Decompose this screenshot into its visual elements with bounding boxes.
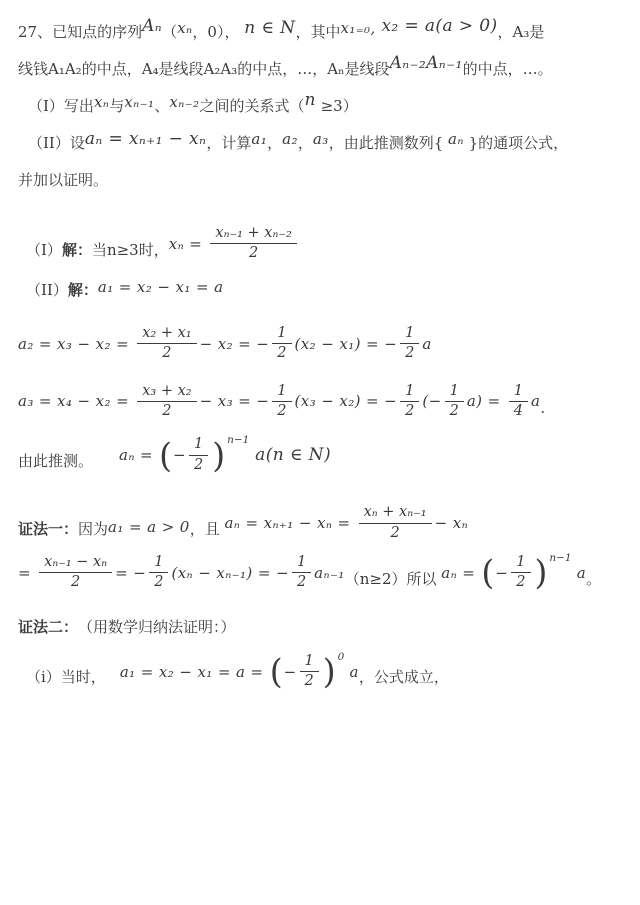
math-run: a <box>344 662 359 681</box>
exponent: 0 <box>337 650 345 663</box>
fraction-numerator: 1 <box>513 382 523 399</box>
period: . <box>540 399 546 418</box>
math-run: a <box>422 334 432 353</box>
math-run-an-def: aₙ = xₙ₊₁ − xₙ <box>84 129 207 149</box>
fraction <box>400 383 419 421</box>
math-run: xₙ <box>93 93 110 111</box>
proof-method-1 <box>18 504 626 542</box>
text-run: 线钱A₁A₂的中点，A₄是线段A₂A₃的中点，…，Aₙ是线段 <box>18 60 390 78</box>
math-run: (x₃ − x₂) = − <box>294 392 398 411</box>
text-run: ，0）， <box>192 23 245 41</box>
text-run: 、 <box>154 97 170 115</box>
equals-sign: = <box>18 563 37 582</box>
fraction-numerator: x₃ + x₂ <box>142 382 192 399</box>
math-lhs: a₂ = x₃ − x₂ = <box>18 334 135 353</box>
open-paren: ( <box>159 435 173 476</box>
fraction-denominator: 2 <box>445 401 464 420</box>
math-lhs: aₙ = <box>119 446 159 465</box>
text-run: （i）当时， <box>26 668 106 687</box>
text-run: ， <box>267 134 283 152</box>
math-run-an: aₙ <box>448 130 464 148</box>
math-run: xₙ₋₂ <box>169 93 200 111</box>
math-lhs: a₃ = x₄ − x₂ = <box>18 392 135 411</box>
fraction-denominator: 2 <box>292 572 311 591</box>
math-run: aₙ₋₁ <box>314 563 345 582</box>
fraction-numerator: 1 <box>194 436 204 453</box>
math-run-n-in-N: n ∈ N <box>244 18 296 38</box>
math-run-a2: a₂ <box>282 130 298 148</box>
fraction-denominator: 2 <box>511 572 530 591</box>
exponent: n−1 <box>227 434 250 447</box>
fraction-denominator: 2 <box>39 572 112 591</box>
text-run-condition: （n≥2）所以 <box>344 569 442 588</box>
text-run: （I）写出 <box>28 97 94 115</box>
math-run: = − <box>115 563 147 582</box>
math-run: a <box>530 392 541 411</box>
text-run: （II）设 <box>28 134 85 152</box>
text-run: 的中点，…。 <box>462 60 553 78</box>
fraction-denominator: 2 <box>400 343 419 362</box>
math-run-xn: xₙ <box>177 19 193 37</box>
fraction <box>149 554 168 592</box>
math-run-n: n <box>304 90 316 110</box>
math-run: (x₂ − x₁) = − <box>294 334 398 353</box>
fraction-numerator: xₙ₋₁ + xₙ₋₂ <box>215 225 292 241</box>
fraction-denominator: 4 <box>509 401 528 420</box>
text-run: 并加以证明。 <box>18 171 109 189</box>
open-paren: ( <box>481 552 495 593</box>
open-paren: ( <box>269 651 283 692</box>
fraction-numerator: 1 <box>277 382 287 399</box>
math-lhs: xₙ = <box>168 234 208 253</box>
math-run: a(n ∈ N) <box>249 445 331 466</box>
minus-sign: − <box>173 446 186 465</box>
minus-sign: − <box>495 563 509 582</box>
problem-statement <box>18 14 626 88</box>
fraction-denominator: 2 <box>137 401 196 420</box>
minus-sign: − <box>283 662 297 681</box>
question-part-2 <box>18 125 626 199</box>
exponent: n−1 <box>549 551 572 564</box>
math-lhs: aₙ = <box>441 563 481 582</box>
fraction <box>210 225 296 263</box>
math-run: a₁ = x₂ − x₁ = a = <box>119 662 269 681</box>
solution-label: （II） <box>26 280 68 299</box>
math-run: (− <box>422 392 442 411</box>
text-run: 之间的关系式（ <box>199 97 305 115</box>
fraction-numerator: 1 <box>277 324 287 341</box>
fraction-denominator: 2 <box>189 455 208 474</box>
fraction-numerator: 1 <box>449 382 459 399</box>
text-run: ≥3） <box>315 97 358 115</box>
proof-method-2 <box>18 616 626 637</box>
math-run-x2-eq-a: x₂ = a(a > 0) <box>375 16 498 36</box>
solution-label-bold: 解： <box>67 280 98 299</box>
fraction-denominator: 2 <box>137 343 196 362</box>
fraction-numerator: 1 <box>516 553 526 570</box>
fraction <box>359 504 432 542</box>
fraction-numerator: x₂ + x₁ <box>142 324 192 341</box>
text-run: ，计算 <box>206 134 252 152</box>
fraction <box>511 554 530 592</box>
math-run: aₙ = xₙ₊₁ − xₙ = <box>224 514 356 533</box>
text-run: （用数学归纳法证明：） <box>78 617 236 636</box>
math-run: a) = <box>466 392 506 411</box>
solution-part-1 <box>26 225 626 263</box>
fraction <box>292 554 311 592</box>
fraction-denominator: 2 <box>359 523 432 542</box>
fraction-denominator: 2 <box>272 343 291 362</box>
fraction <box>137 325 196 363</box>
text-run: （ <box>162 23 178 41</box>
close-paren: ) <box>534 552 548 593</box>
fraction-denominator: 2 <box>300 671 319 690</box>
text-run: ，其中 <box>295 23 341 41</box>
fraction <box>137 383 196 421</box>
math-run: − x₃ = − <box>199 392 270 411</box>
fraction <box>272 383 291 421</box>
math-run-An: Aₙ <box>142 16 163 36</box>
fraction <box>509 383 528 421</box>
text-run: ，A₃是 <box>497 23 545 41</box>
proof-label: 证法一： <box>18 519 79 538</box>
equation-a3 <box>18 383 626 421</box>
equation-a2 <box>18 325 626 363</box>
text-run: ，由此推测数列{ <box>328 134 448 152</box>
math-run: − xₙ <box>434 514 469 533</box>
math-run: a <box>571 563 587 582</box>
solution-part-2 <box>26 279 626 303</box>
fraction <box>39 554 112 592</box>
period: 。 <box>586 569 602 588</box>
text-run: ， <box>297 134 313 152</box>
fraction-numerator: 1 <box>154 553 164 570</box>
fraction-numerator: xₙ₋₁ − xₙ <box>44 553 108 570</box>
fraction <box>445 383 464 421</box>
text-run: }的通项公式， <box>463 134 569 152</box>
close-paren: ) <box>322 651 336 692</box>
fraction-denominator: 2 <box>210 243 296 262</box>
problem-number-text: 27、已知点的序列 <box>18 23 143 41</box>
fraction-numerator: 1 <box>304 652 314 669</box>
math-run-a3: a₃ <box>312 130 329 148</box>
text-run: ，公式成立， <box>358 668 449 687</box>
fraction-numerator: 1 <box>296 553 307 570</box>
fraction-denominator: 2 <box>149 572 168 591</box>
solution-label-bold: 解： <box>61 240 92 259</box>
math-run: (xₙ − xₙ₋₁) = − <box>171 563 289 582</box>
fraction <box>272 325 291 363</box>
induction-base-case <box>26 650 626 692</box>
fraction <box>400 325 419 363</box>
math-run-An-2-An-1: Aₙ₋₂Aₙ₋₁ <box>389 53 463 73</box>
fraction <box>300 653 319 691</box>
text-run: 因为 <box>78 519 109 538</box>
fraction-denominator: 2 <box>272 401 291 420</box>
conjecture-line <box>18 436 626 474</box>
fraction-denominator: 2 <box>400 401 419 420</box>
text-run: ，且 <box>189 519 225 538</box>
text-run: 由此推测。 <box>18 452 94 471</box>
proof-label: 证法二： <box>18 617 79 636</box>
proof-method-1-continued <box>18 551 626 593</box>
math-run: xₙ₋₁ <box>124 93 155 111</box>
math-run-a1-equation: a₁ = x₂ − x₁ = a <box>97 277 224 296</box>
text-run: 当n≥3时， <box>91 240 169 259</box>
solution-label: （I） <box>26 240 62 259</box>
text-run: 与 <box>109 97 125 115</box>
close-paren: ) <box>212 435 226 476</box>
fraction-numerator: 1 <box>405 382 415 399</box>
math-run: a₁ = a > 0 <box>108 517 190 536</box>
math-run-x1-eq-0: x₁₌₀, <box>340 19 376 37</box>
fraction-numerator: xₙ + xₙ₋₁ <box>363 504 427 521</box>
fraction <box>189 436 208 474</box>
fraction-numerator: 1 <box>405 324 415 341</box>
math-run: − x₂ = − <box>199 334 270 353</box>
math-run-a1: a₁ <box>251 130 268 148</box>
question-part-1 <box>18 88 626 125</box>
